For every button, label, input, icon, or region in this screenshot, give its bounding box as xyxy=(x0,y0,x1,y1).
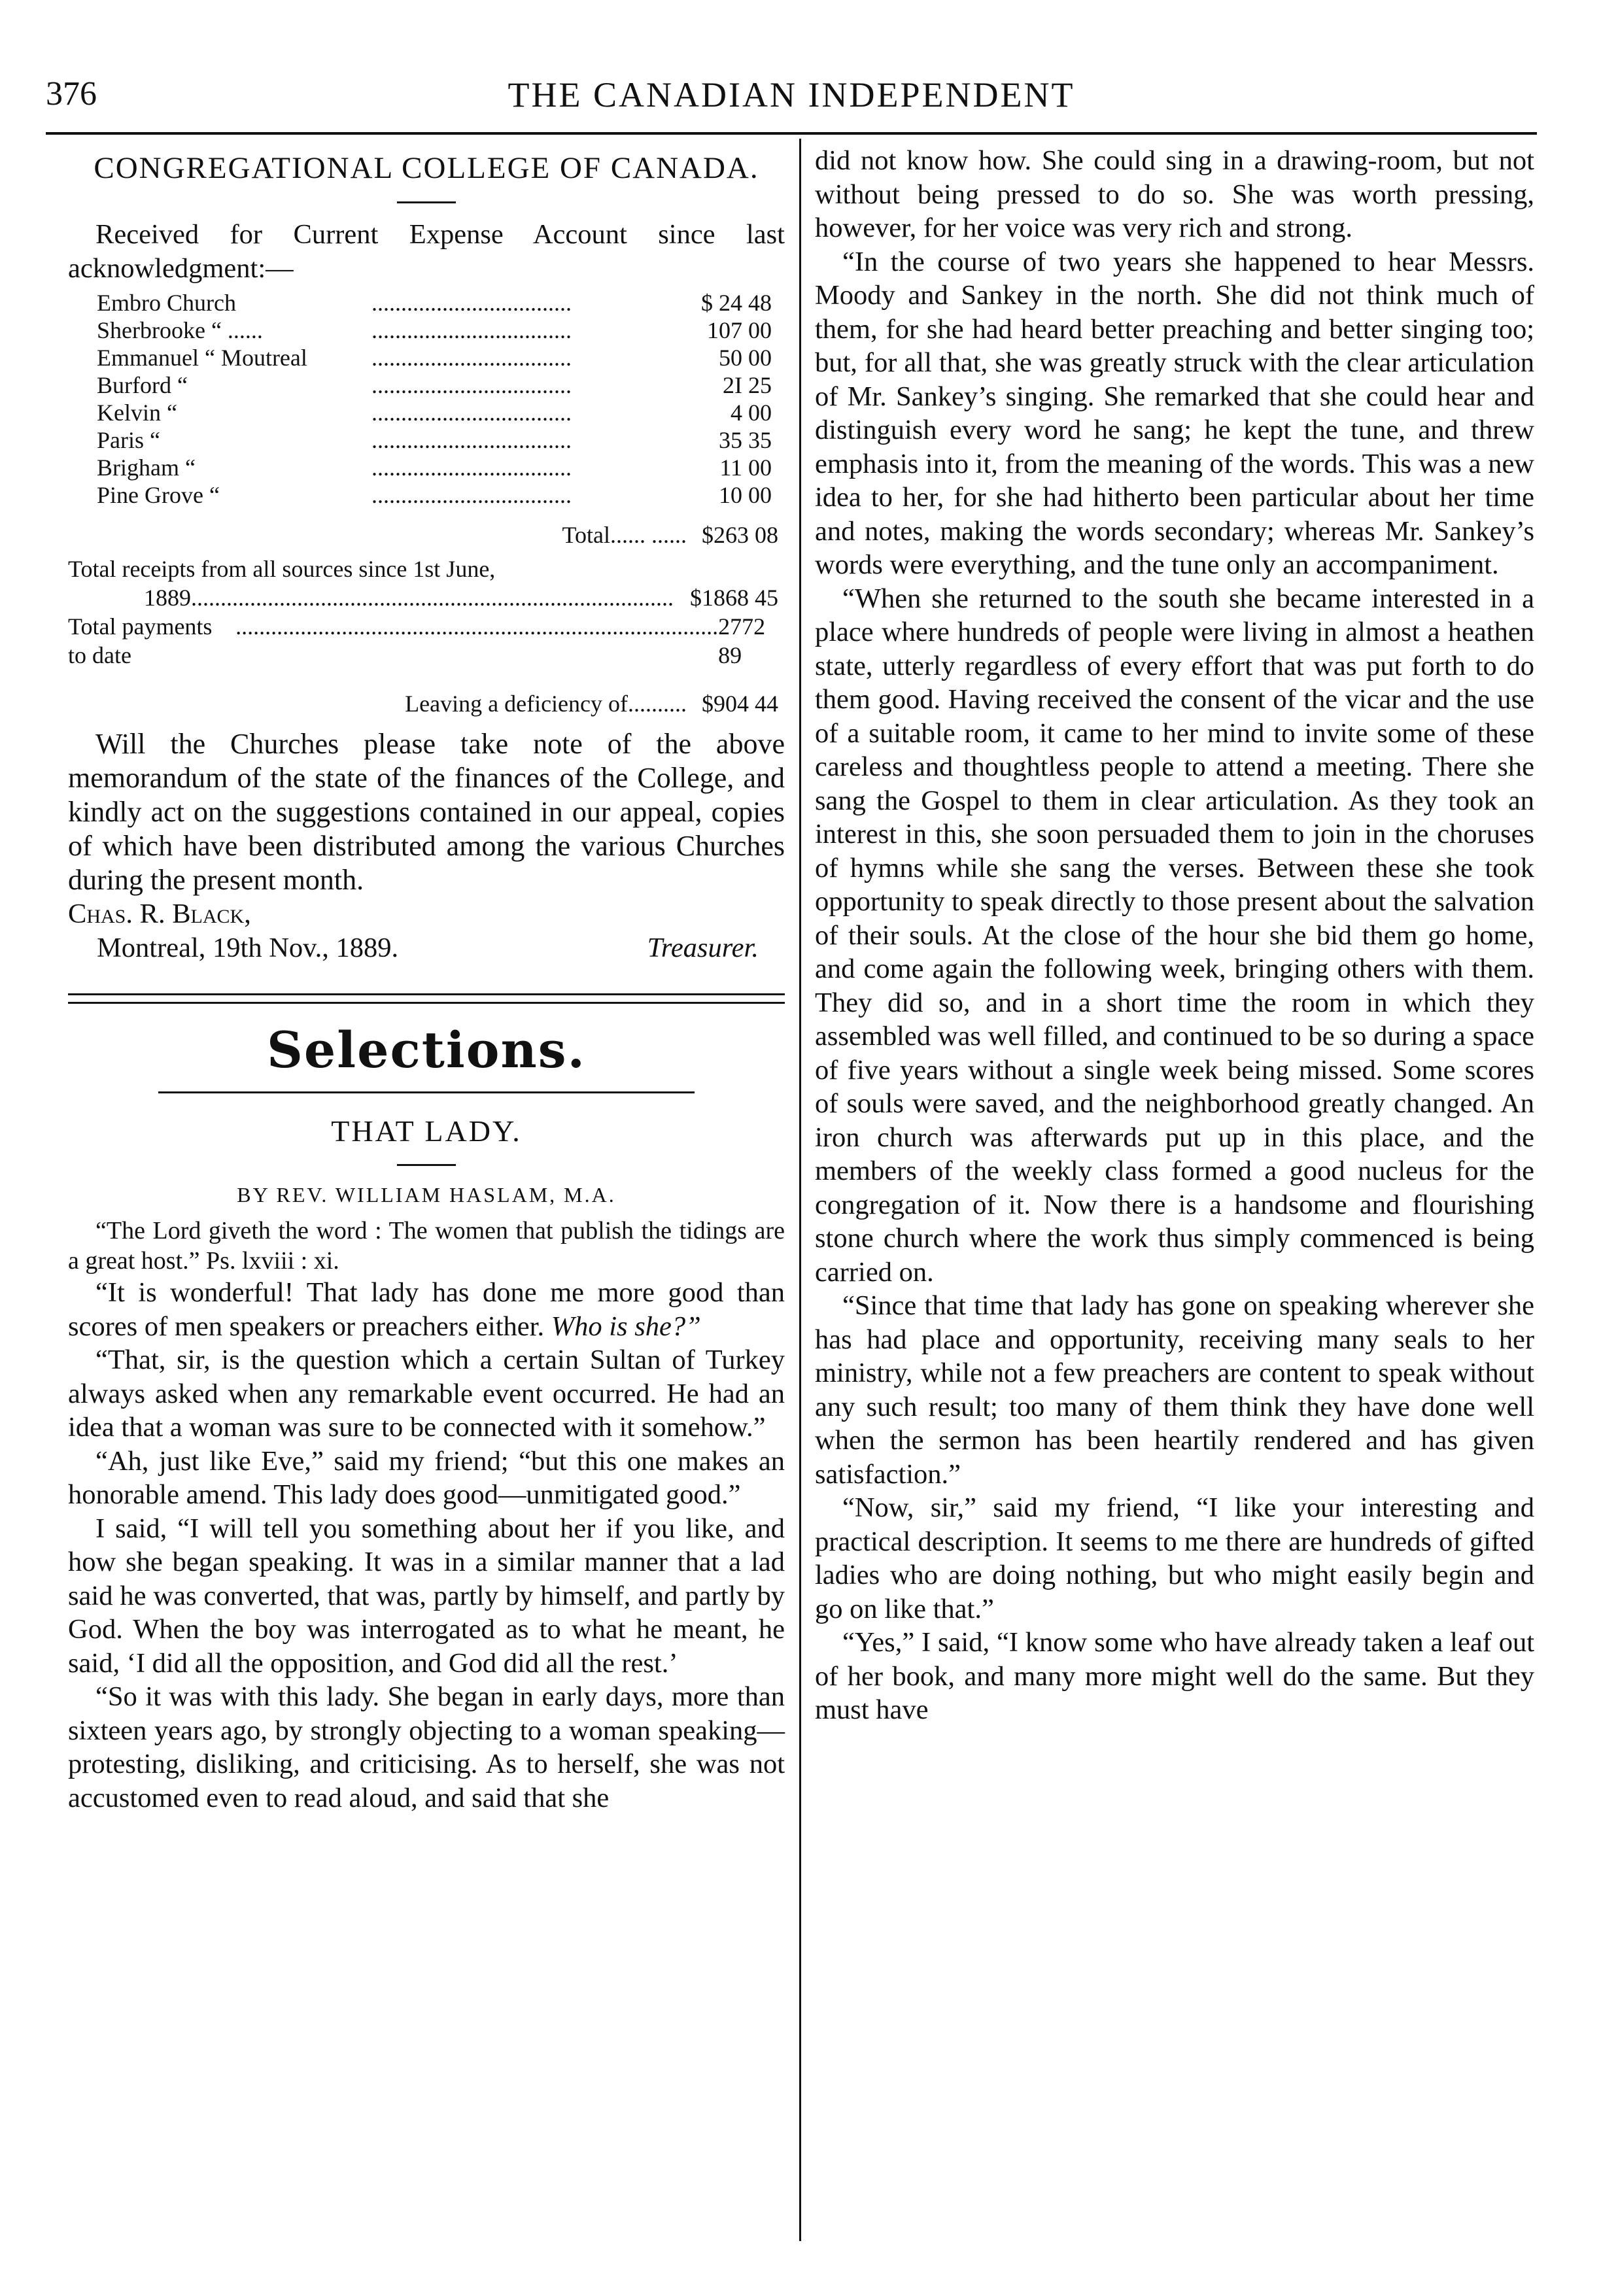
notice-body: Will the Churches please take note of the above memorandum of the state of the finances of the College, and kindly act on the suggestions contained in our appeal, copies of which have been distributed among the various Churches during the present month. xyxy=(68,728,785,896)
receipt-amount: $ 24 48 xyxy=(701,290,772,316)
right-paragraph-2: “In the course of two years she happened to hear Messrs. Moody and Sankey in the north. She did not think much of them, for she had heard better preaching and better singing too; but, for all that, she was greatly struck with the clear articulation of Mr. Sankey’s singing. She remarked that she could hear and distinguish every word he sang; he kept the tune, and threw emphasis into it, from the meaning of the words. This was a new idea to her, for she had hitherto been particular about her time and notes, making the words secondary; whereas Mr. Sankey’s words were everything, and the tune only an accompaniment. xyxy=(815,246,1534,580)
receipt-name: Brigham “ xyxy=(97,454,196,481)
left-paragraph-5: “So it was with this lady. She began in early days, more than sixteen years ago, by strongly objecting to a woman speaking—protesting, disliking, and criticising. As to herself, she was not accustomed even to read aloud, and said that she xyxy=(68,1681,785,1813)
receipt-amount: 10 00 xyxy=(719,482,772,508)
right-paragraph-5: “Now, sir,” said my friend, “I like your interesting and practical description. It seems to me there are hundreds of gifted ladies who are doing nothing, but who might easily begin and go on like that.” xyxy=(815,1492,1534,1624)
treasurer-role: Treasurer. xyxy=(647,932,759,963)
dot-leader: .................................................................................. xyxy=(235,613,719,640)
total-line xyxy=(68,521,785,549)
receipt-row xyxy=(97,454,772,481)
deficiency-label: Leaving a deficiency of.......... xyxy=(405,691,687,717)
dot-leader: .................................. xyxy=(371,345,572,371)
left-paragraph-1-text: “It is wonderful! That lady has done me more good than scores of men speakers or preachers either. xyxy=(68,1277,785,1342)
receipt-amount: 107 00 xyxy=(707,317,772,343)
epigraph: “The Lord giveth the word : The women that publish the tidings are a great host.” Ps. lxviii : xi. xyxy=(68,1217,785,1275)
receipt-amount: 2I 25 xyxy=(723,372,772,398)
receipt-name: Kelvin “ xyxy=(97,400,177,426)
page-number: 376 xyxy=(46,75,97,112)
page-header xyxy=(46,71,1537,129)
left-paragraph-4: I said, “I will tell you something about her if you like, and how she began speaking. It was in a similar manner that a lad said he was converted, that was, partly by himself, and partly by God. When the boy was interrogated as to what he meant, he said, ‘I did all the opposition, and God did all the rest.’ xyxy=(68,1513,785,1679)
signature: Chas. R. Black, xyxy=(68,899,251,929)
receipt-row xyxy=(97,426,772,454)
receipts-table xyxy=(97,289,772,509)
place-date: Montreal, 19th Nov., 1889. xyxy=(97,932,399,963)
running-title: THE CANADIAN INDEPENDENT xyxy=(508,75,1075,114)
place-date-line xyxy=(68,931,785,965)
right-paragraph-4: “Since that time that lady has gone on speaking wherever she has had place and opportunity, receiving many seals to her ministry, while not a few preachers are content to speak without any such result; too many of them think they have done well when the sermon has been heartily rendered and has given satisfaction.” xyxy=(815,1290,1534,1490)
deficiency-amount: $904 44 xyxy=(702,691,778,717)
dot-leader: .................................. xyxy=(371,427,572,453)
right-paragraph-6: “Yes,” I said, “I know some who have already taken a leaf out of her book, and many more might well do the same. But they must have xyxy=(815,1627,1534,1725)
header-rule xyxy=(46,132,1537,135)
dot-leader: .................................. xyxy=(371,400,572,426)
receipts-amount: $1868 45 xyxy=(690,585,778,611)
receipt-row xyxy=(97,481,772,509)
payments-label: Total payments to date xyxy=(68,613,213,668)
dot-leader: .................................. xyxy=(371,372,572,398)
column-rule xyxy=(799,139,801,2241)
receipt-name: Sherbrooke “ ...... xyxy=(97,317,263,343)
receipt-row xyxy=(97,371,772,399)
receipts-year: 1889 xyxy=(144,585,191,611)
deficiency-line xyxy=(68,689,785,718)
dot-leader: .................................................................................. xyxy=(191,585,674,611)
article-title: THAT LADY. xyxy=(331,1114,522,1148)
receipt-name: Pine Grove “ xyxy=(97,482,220,508)
section-rule xyxy=(158,1091,695,1093)
notice-heading: CONGREGATIONAL COLLEGE OF CANADA. xyxy=(94,151,759,185)
right-column xyxy=(815,144,1534,1727)
who-is-she: Who is she?” xyxy=(551,1311,701,1342)
left-paragraph-3: “Ah, just like Eve,” said my friend; “but this one makes an honorable amend. This lady does good—unmitigated good.” xyxy=(68,1445,785,1510)
payments-amount: 2772 89 xyxy=(718,613,766,668)
receipt-name: Embro Church xyxy=(97,290,236,316)
short-rule xyxy=(397,1164,456,1166)
double-rule xyxy=(68,993,785,1004)
receipt-amount: 11 00 xyxy=(719,454,772,481)
receipt-name: Paris “ xyxy=(97,427,160,453)
receipt-row xyxy=(97,399,772,426)
payments-line xyxy=(68,612,785,670)
receipt-name: Emmanuel “ Moutreal xyxy=(97,345,307,371)
receipts-line xyxy=(68,555,785,612)
receipt-row xyxy=(97,317,772,344)
receipt-amount: 35 35 xyxy=(719,427,772,453)
signature-line xyxy=(68,897,785,931)
receipt-row xyxy=(97,289,772,317)
receipts-year-row xyxy=(68,583,785,612)
total-label: Total...... ...... xyxy=(562,522,687,548)
total-amount: $263 08 xyxy=(702,522,778,548)
short-rule xyxy=(397,201,456,203)
receipt-row xyxy=(97,344,772,371)
selections-heading: Selections. xyxy=(267,1021,586,1079)
receipts-label: Total receipts from all sources since 1st June, xyxy=(68,556,496,582)
article-byline: BY REV. WILLIAM HASLAM, M.A. xyxy=(237,1183,616,1207)
notice-intro: Received for Current Expense Account since last acknowledgment:— xyxy=(68,219,785,284)
right-paragraph-1: did not know how. She could sing in a drawing-room, but not without being pressed to do so. She was worth pressing, however, for her voice was very rich and strong. xyxy=(815,145,1534,243)
receipt-amount: 50 00 xyxy=(719,345,772,371)
dot-leader: .................................. xyxy=(371,317,572,343)
dot-leader: .................................. xyxy=(371,290,572,316)
receipt-name: Burford “ xyxy=(97,372,188,398)
receipt-amount: 4 00 xyxy=(731,400,772,426)
left-paragraph-1 xyxy=(68,1276,785,1343)
left-paragraph-2: “That, sir, is the question which a certain Sultan of Turkey always asked when any remarkable event occurred. He had an idea that a woman was sure to be connected with it somehow.” xyxy=(68,1345,785,1443)
dot-leader: .................................. xyxy=(371,454,572,481)
dot-leader: .................................. xyxy=(371,482,572,508)
right-paragraph-3: “When she returned to the south she became interested in a place where hundreds of people were living in almost a heathen state, utterly regardless of every effort that was put forth to do them good. Having received the consent of the vicar and the use of a suitable room, it came to her mind to invite some of these careless and thoughtless people to attend a meeting. There she sang the Gospel to them in clear articulation. As they took an interest in this, she soon persuaded them to join in the choruses of hymns while she sang the verses. Between these she took opportunity to speak directly to those present about the salvation of their souls. At the close of the hour she bid them go home, and come again the following week, bringing others with them. They did so, and in a short time the room in which they assembled was well filled, and continued to be so during a space of five years without a single week being missed. Some scores of souls were saved, and the neighborhood greatly changed. An iron church was afterwards put up in this place, and the members of the weekly class formed a good nucleus for the congregation of it. Now there is a handsome and flourishing stone church where the work thus simply commenced is being carried on. xyxy=(815,583,1534,1288)
left-column xyxy=(68,144,785,1815)
